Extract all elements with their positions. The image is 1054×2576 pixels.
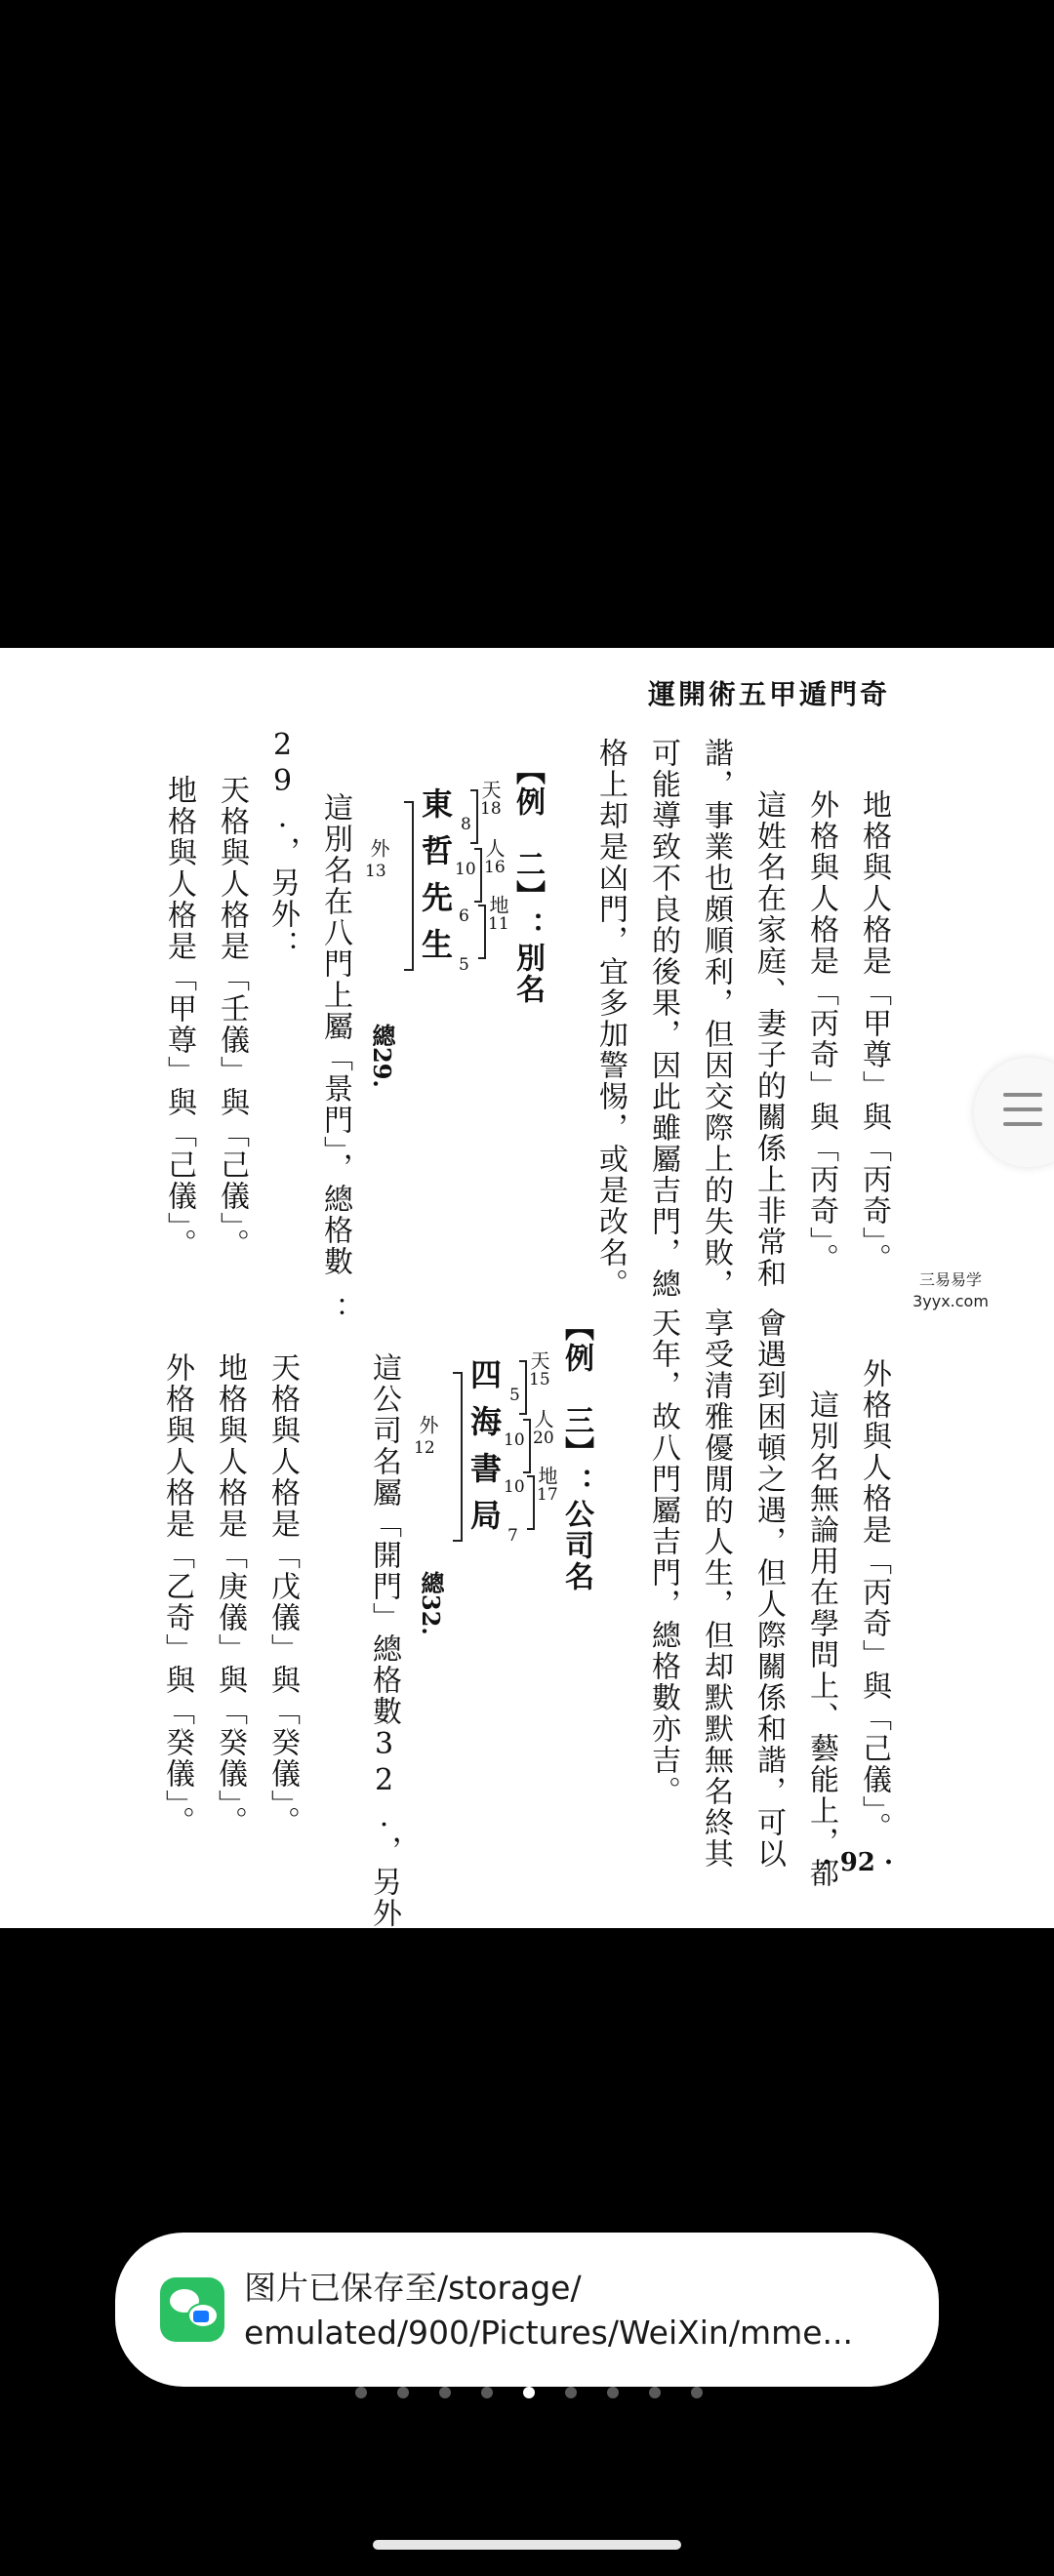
text-line: 這別名無論用在學問上、藝能上，都 xyxy=(804,1358,838,1889)
tian-number: 18 xyxy=(480,799,502,819)
ren-bracket xyxy=(523,1419,531,1473)
text-line: 會遇到困頓之遇，但人際關係和諧，可以 xyxy=(751,1308,786,1870)
outer-bracket xyxy=(453,1372,463,1542)
di-bracket xyxy=(478,905,486,959)
tian-bracket xyxy=(519,1360,527,1415)
name-diagram-3 xyxy=(410,1350,556,1741)
stroke-count: 5 xyxy=(459,955,469,975)
name-diagram-2 xyxy=(361,780,507,1170)
book-page-image[interactable] xyxy=(0,648,1054,1928)
example-heading: 【例 二】：別名 xyxy=(510,755,545,1005)
text-line: 地格與人格是「甲尊」與「己儀」。 xyxy=(162,775,196,1260)
text-line: 外格與人格是「丙奇」與「丙奇」。 xyxy=(804,789,838,1274)
stroke-count: 6 xyxy=(459,906,469,926)
stroke-count: 10 xyxy=(504,1430,525,1450)
pager-dot xyxy=(607,2387,619,2398)
text-line: 格上却是凶門，宜多加警惕，或是改名。 xyxy=(593,738,628,1300)
pager-dot-active xyxy=(523,2387,535,2398)
save-toast[interactable] xyxy=(115,2233,939,2387)
text-line: 外格與人格是「丙奇」與「己儀」。 xyxy=(857,1358,891,1843)
stroke-count: 8 xyxy=(461,815,471,834)
text-line: 可能導致不良的後果，因此雖屬吉門，總 xyxy=(646,738,680,1300)
stroke-count: 10 xyxy=(504,1477,525,1497)
wai-label: 外 xyxy=(367,838,390,858)
wai-label: 外 xyxy=(416,1415,439,1434)
stroke-count: 5 xyxy=(509,1386,520,1405)
text-line: 天格與人格是「戊儀」與「癸儀」。 xyxy=(265,1352,300,1837)
text-line: 這公司名屬「開門」總格數32.，另外 xyxy=(367,1352,401,1929)
pager-dot xyxy=(439,2387,451,2398)
di-label: 地 xyxy=(486,895,509,914)
home-gesture-bar[interactable] xyxy=(373,2540,681,2550)
tian-label: 天 xyxy=(478,780,502,799)
zong-total: 總32. xyxy=(417,1571,445,1635)
tian-label: 天 xyxy=(527,1350,550,1370)
stroke-count: 10 xyxy=(455,860,476,879)
pager-dot xyxy=(565,2387,577,2398)
text-line: 天年，故八門屬吉門，總格數亦吉。 xyxy=(646,1308,680,1807)
pager-dot xyxy=(691,2387,703,2398)
pager-dot xyxy=(481,2387,493,2398)
diagram-char: 哲 xyxy=(422,832,454,869)
page-number: · 92 · xyxy=(822,1848,893,1877)
diagram-char: 四 xyxy=(470,1356,503,1393)
text-line: 享受清雅優閒的人生，但却默默無名終其 xyxy=(699,1308,733,1870)
text-line: 諧，事業也頗順利，但因交際上的失敗， xyxy=(699,738,733,1300)
book-title: 運開術五甲遁門奇 xyxy=(647,678,890,710)
diagram-char: 生 xyxy=(422,926,454,963)
diagram-char: 局 xyxy=(470,1497,503,1534)
toast-message xyxy=(244,2266,898,2355)
text-line: ： xyxy=(314,1296,348,1327)
menu-lines-icon xyxy=(1003,1093,1042,1137)
pager-dot xyxy=(355,2387,367,2398)
outer-bracket xyxy=(404,801,414,971)
text-line: 這別名在八門上屬「景門」，總格數 xyxy=(318,792,352,1277)
tian-bracket xyxy=(470,789,478,844)
di-number: 17 xyxy=(537,1485,558,1505)
diagram-char: 海 xyxy=(470,1403,503,1440)
watermark-chinese: 三易易学 xyxy=(918,1270,982,1289)
ren-number: 20 xyxy=(533,1429,554,1448)
watermark xyxy=(908,1269,993,1312)
text-line: 地格與人格是「庚儀」與「癸儀」。 xyxy=(213,1352,247,1837)
diagram-char: 書 xyxy=(470,1450,503,1487)
watermark-url: 3yyx.com xyxy=(912,1292,989,1310)
diagram-char: 先 xyxy=(422,879,454,916)
di-label: 地 xyxy=(535,1466,558,1485)
toast-line-1: 图片已保存至/storage/ xyxy=(244,2269,582,2307)
pager-dot xyxy=(397,2387,409,2398)
wai-number: 13 xyxy=(365,862,386,881)
wechat-icon xyxy=(160,2277,224,2342)
ren-label: 人 xyxy=(482,838,506,858)
page-indicator xyxy=(355,2387,707,2398)
text-line: 29.，另外： xyxy=(265,728,300,961)
example-heading: 【例 三】：公司名 xyxy=(559,1311,593,1592)
pager-dot xyxy=(649,2387,661,2398)
text-line: 外格與人格是「乙奇」與「癸儀」。 xyxy=(160,1352,194,1837)
ren-label: 人 xyxy=(531,1409,554,1429)
tian-number: 15 xyxy=(529,1370,550,1389)
stroke-count: 7 xyxy=(507,1526,518,1546)
di-number: 11 xyxy=(488,914,509,934)
ren-bracket xyxy=(474,848,482,903)
text-line: 地格與人格是「甲尊」與「丙奇」。 xyxy=(857,789,891,1274)
wai-number: 12 xyxy=(414,1438,435,1458)
zong-total: 總29. xyxy=(368,1024,396,1088)
text-line: 這姓名在家庭、妻子的關係上非常和 xyxy=(751,789,786,1289)
di-bracket xyxy=(527,1475,535,1530)
diagram-char: 東 xyxy=(422,785,454,823)
text-line: 天格與人格是「壬儀」與「己儀」。 xyxy=(215,775,249,1260)
toast-line-2: emulated/900/Pictures/WeiXin/mme... xyxy=(244,2314,854,2352)
ren-number: 16 xyxy=(484,858,506,877)
